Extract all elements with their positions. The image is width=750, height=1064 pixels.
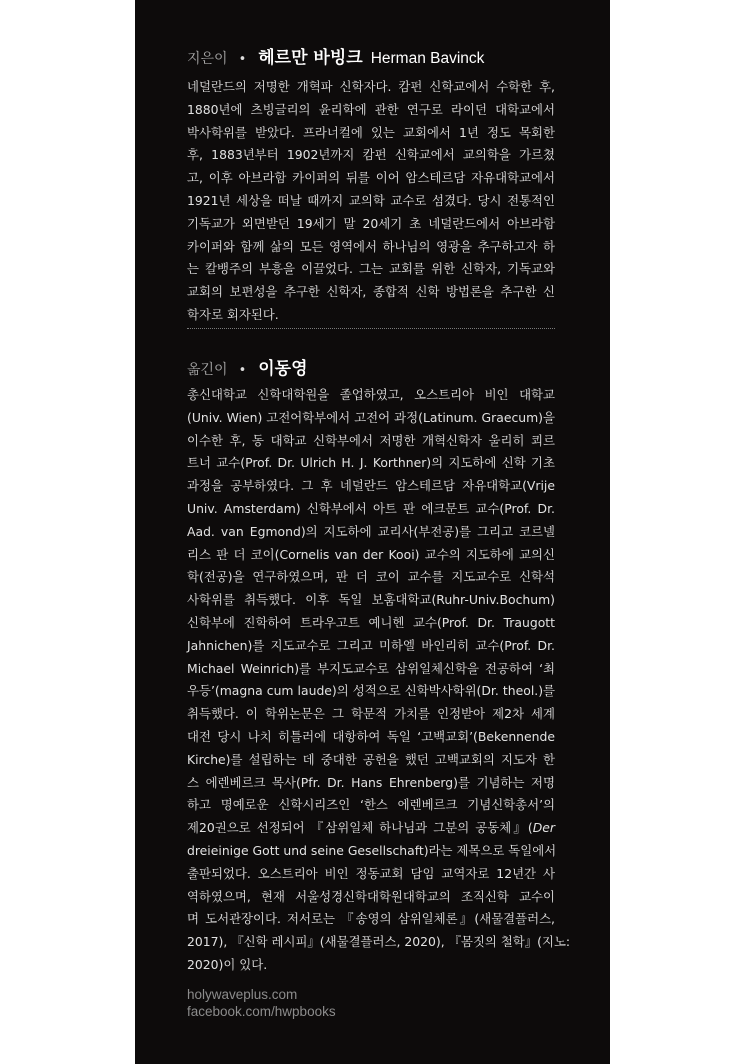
- bio-line: Univ. Amsterdam) 신학부에서 아트 판 에크문트 교수(Prof. Dr.: [187, 500, 555, 516]
- bio-line: 고, 이후 아브라함 카이퍼의 뒤를 이어 암스테르담 자유대학교에서: [187, 170, 555, 186]
- translator-name-korean: 이동영: [258, 359, 308, 379]
- bio-line: 박사학위를 받았다. 프라너컬에 있는 교회에서 1년 정도 목회한: [187, 124, 555, 140]
- translator-role-label: 옮긴이: [187, 362, 228, 378]
- bio-line: 트너 교수(Prof. Dr. Ulrich H. J. Korthner)의 지도하에 신학 기초: [187, 455, 555, 471]
- bio-line: 스 에렌베르크 목사(Pfr. Dr. Hans Ehrenberg)를 기념하는 저명: [187, 774, 555, 790]
- bullet-separator: •: [238, 363, 247, 378]
- bio-line: 우등’(magna cum laude)의 성적으로 신학박사학위(Dr. theol.)를: [187, 683, 555, 699]
- bio-line: 취득했다. 이 학위논문은 그 학문적 가치를 인정받아 제2차 세계: [187, 706, 555, 722]
- bio-line: (Univ. Wien) 고전어학부에서 고전어 과정(Latinum. Graecum)을: [187, 409, 555, 425]
- bio-line: 하고 명예로운 신학시리즈인 ‘한스 에렌베르크 기념신학총서’의: [187, 797, 555, 813]
- bio-line: 학자로 회자된다.: [187, 306, 279, 322]
- author-name-english: Herman Bavinck: [370, 50, 485, 67]
- bio-line: 학(전공)을 연구하였으며, 판 더 코이 교수를 지도교수로 신학석: [187, 569, 555, 585]
- dotted-divider: [187, 328, 555, 329]
- bio-line: 카이퍼와 함께 삶의 모든 영역에서 하나님의 영광을 추구하고자 하: [187, 238, 555, 254]
- bio-line: dreieinige Gott und seine Gesellschaft)라는 제목으로 독일에서: [187, 842, 557, 858]
- bio-line: 과정을 공부하였다. 그 후 네덜란드 암스테르담 자유대학교(Vrije: [187, 478, 555, 494]
- bio-line: Aad. van Egmond)의 지도하에 교리사(부전공)를 그리고 코르넬: [187, 523, 555, 539]
- bio-line: 네덜란드의 저명한 개혁파 신학자다. 캄펀 신학교에서 수학한 후,: [187, 79, 555, 94]
- bio-line: 며 도서관장이다. 저서로는 『송영의 삼위일체론』(새물결플러스,: [187, 911, 555, 927]
- bio-line: 교회의 보편성을 추구한 신학자, 종합적 신학 방법론을 추구한 신: [187, 284, 555, 300]
- book-flap-panel: [135, 0, 610, 1064]
- author-role-label: 지은이: [187, 51, 228, 67]
- author-biography: [187, 76, 555, 327]
- bio-line: 1880년에 츠빙글리의 윤리학에 관한 연구로 라이던 대학교에서: [187, 101, 555, 117]
- bio-line: 신학부에 진학하여 트라우고트 예니헨 교수(Prof. Dr. Traugott: [187, 614, 555, 630]
- bio-line: Kirche)를 설립하는 데 중대한 공헌을 했던 고백교회의 지도자 한: [187, 751, 555, 767]
- website-link[interactable]: holywaveplus.com: [187, 987, 298, 1002]
- bio-line: 제20권으로 선정되어 『삼위일체 하나님과 그분의 공동체』(Der: [187, 820, 555, 836]
- bio-line: 대전 당시 나치 히틀러에 대항하여 독일 ‘고백교회’(Bekennende: [187, 728, 555, 744]
- bio-line: 2020)이 있다.: [187, 956, 268, 972]
- bio-line: 역하였으며, 현재 서울성경신학대학원대학교의 조직신학 교수이: [187, 888, 555, 904]
- translator-heading: [187, 354, 308, 379]
- bio-line: 후, 1883년부터 1902년까지 캄펀 신학교에서 교의학을 가르쳤: [187, 147, 555, 163]
- bio-line: Michael Weinrich)를 부지도교수로 삼위일체신학을 전공하여 ‘최: [187, 660, 555, 676]
- author-heading: [187, 43, 484, 68]
- bio-line: 1921년 세상을 떠날 때까지 교의학 교수로 섬겼다. 당시 전통적인: [187, 192, 555, 208]
- bio-line: 기독교가 외면받던 19세기 말 20세기 초 네덜란드에서 아브라함: [187, 215, 555, 231]
- facebook-link[interactable]: facebook.com/hwpbooks: [187, 1004, 336, 1019]
- bio-line: 사학위를 취득했다. 이후 독일 보훔대학교(Ruhr-Univ.Bochum): [187, 592, 555, 608]
- bullet-separator: •: [238, 52, 247, 67]
- bio-line: 2017), 『신학 레시피』(새물결플러스, 2020), 『몸짓의 철학』(지노:: [187, 934, 571, 950]
- bio-line: 리스 판 더 코이(Cornelis van der Kooi) 교수의 지도하에 교의신: [187, 546, 555, 562]
- bio-line: 총신대학교 신학대학원을 졸업하였고, 오스트리아 비인 대학교: [187, 387, 555, 402]
- bio-line: 출판되었다. 오스트리아 비인 정동교회 담임 교역자로 12년간 사: [187, 865, 555, 881]
- publisher-footer: [187, 986, 336, 1020]
- author-name-korean: 헤르만 바빙크: [258, 48, 363, 68]
- translator-biography: [187, 384, 571, 977]
- bio-line: Jahnichen)를 지도교수로 그리고 미하엘 바인리히 교수(Prof. Dr.: [187, 637, 555, 653]
- bio-line: 는 칼뱅주의 부흥을 이끌었다. 그는 교회를 위한 신학자, 기독교와: [187, 261, 555, 277]
- bio-line: 이수한 후, 동 대학교 신학부에서 저명한 개혁신학자 울리히 쾨르: [187, 432, 555, 448]
